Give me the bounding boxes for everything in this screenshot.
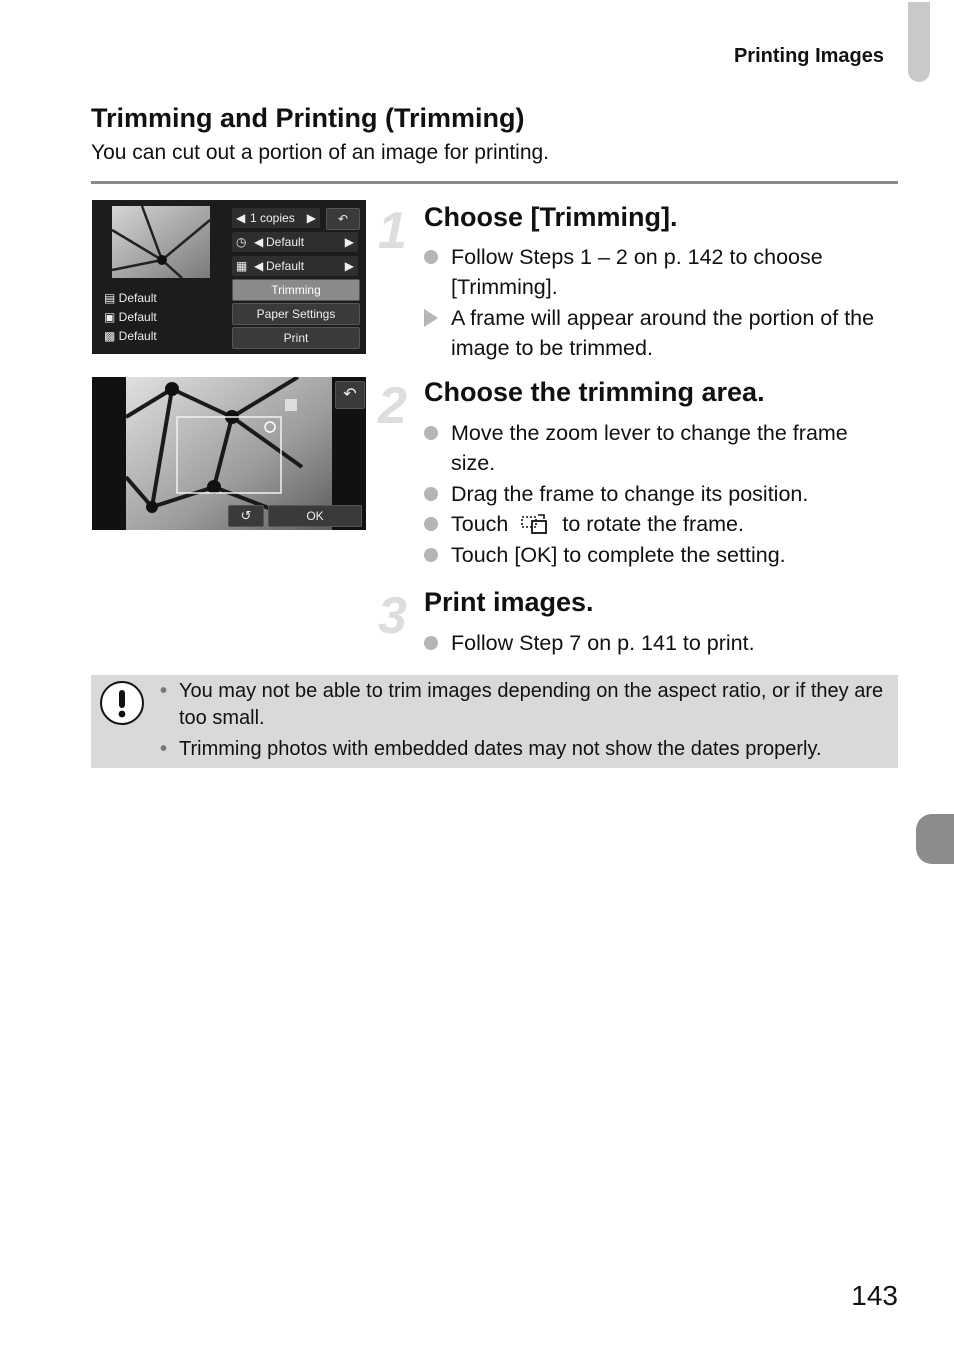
step-title-3: Print images.	[424, 587, 594, 617]
step2-bullet-3: Touch to rotate the frame.	[424, 509, 894, 539]
image-setting-row[interactable]: ▦ ◀ Default ▶	[232, 256, 358, 276]
step-number-3: 3	[378, 587, 407, 645]
ok-button[interactable]: OK	[268, 505, 362, 527]
date-setting-row[interactable]: ◷ ◀ Default ▶	[232, 232, 358, 252]
running-header: Printing Images	[733, 45, 884, 67]
rotate-frame-icon	[520, 513, 550, 535]
step1-bullet-2: A frame will appear around the portion of the image to be trimmed.	[424, 303, 894, 363]
caution-icon	[100, 681, 144, 725]
step2-bullet-4: Touch [OK] to complete the setting.	[424, 540, 894, 570]
step-title-2: Choose the trimming area.	[424, 377, 765, 407]
clock-icon: ◷	[236, 235, 247, 249]
back-button[interactable]: ↶	[335, 381, 365, 409]
step3-bullet-1: Follow Step 7 on p. 141 to print.	[424, 628, 894, 658]
layout-label: ▩ Default	[104, 329, 157, 343]
chapter-tab-top	[908, 2, 930, 82]
trimming-button[interactable]: Trimming	[232, 279, 360, 301]
camera-screen-trimming	[92, 377, 366, 530]
camera-screen-print-menu	[92, 200, 366, 354]
chapter-tab-marker	[916, 814, 954, 864]
section-title: Trimming and Printing (Trimming)	[91, 103, 525, 133]
copies-row[interactable]: ◀ 1 copies ▶	[232, 208, 320, 228]
step-number-1: 1	[378, 202, 407, 260]
step2-bullet-2: Drag the frame to change its position.	[424, 479, 894, 509]
image-icon: ▦	[236, 259, 248, 273]
section-subtitle: You can cut out a portion of an image for printing.	[91, 141, 550, 164]
section-divider	[91, 181, 898, 184]
paper-settings-button[interactable]: Paper Settings	[232, 303, 360, 325]
print-button[interactable]: Print	[232, 327, 360, 349]
paper-type-label: ▣ Default	[104, 310, 157, 324]
step2-bullet-1: Move the zoom lever to change the frame size.	[424, 418, 894, 478]
note-item-2: • Trimming photos with embedded dates may not show the dates properly.	[160, 738, 822, 760]
note-item-1: • You may not be able to trim images depending on the aspect ratio, or if they are too small.	[160, 680, 884, 729]
step-title-1: Choose [Trimming].	[424, 202, 678, 232]
step-number-2: 2	[378, 377, 407, 435]
back-button[interactable]: ↶	[326, 208, 360, 230]
copies-value: 1 copies	[250, 211, 295, 225]
rotate-frame-button[interactable]: ↺	[228, 505, 264, 527]
paper-size-label: ▤ Default	[104, 291, 157, 305]
page-number: 143	[851, 1280, 898, 1311]
step1-bullet-1: Follow Steps 1 – 2 on p. 142 to choose [Trimming].	[424, 242, 894, 302]
